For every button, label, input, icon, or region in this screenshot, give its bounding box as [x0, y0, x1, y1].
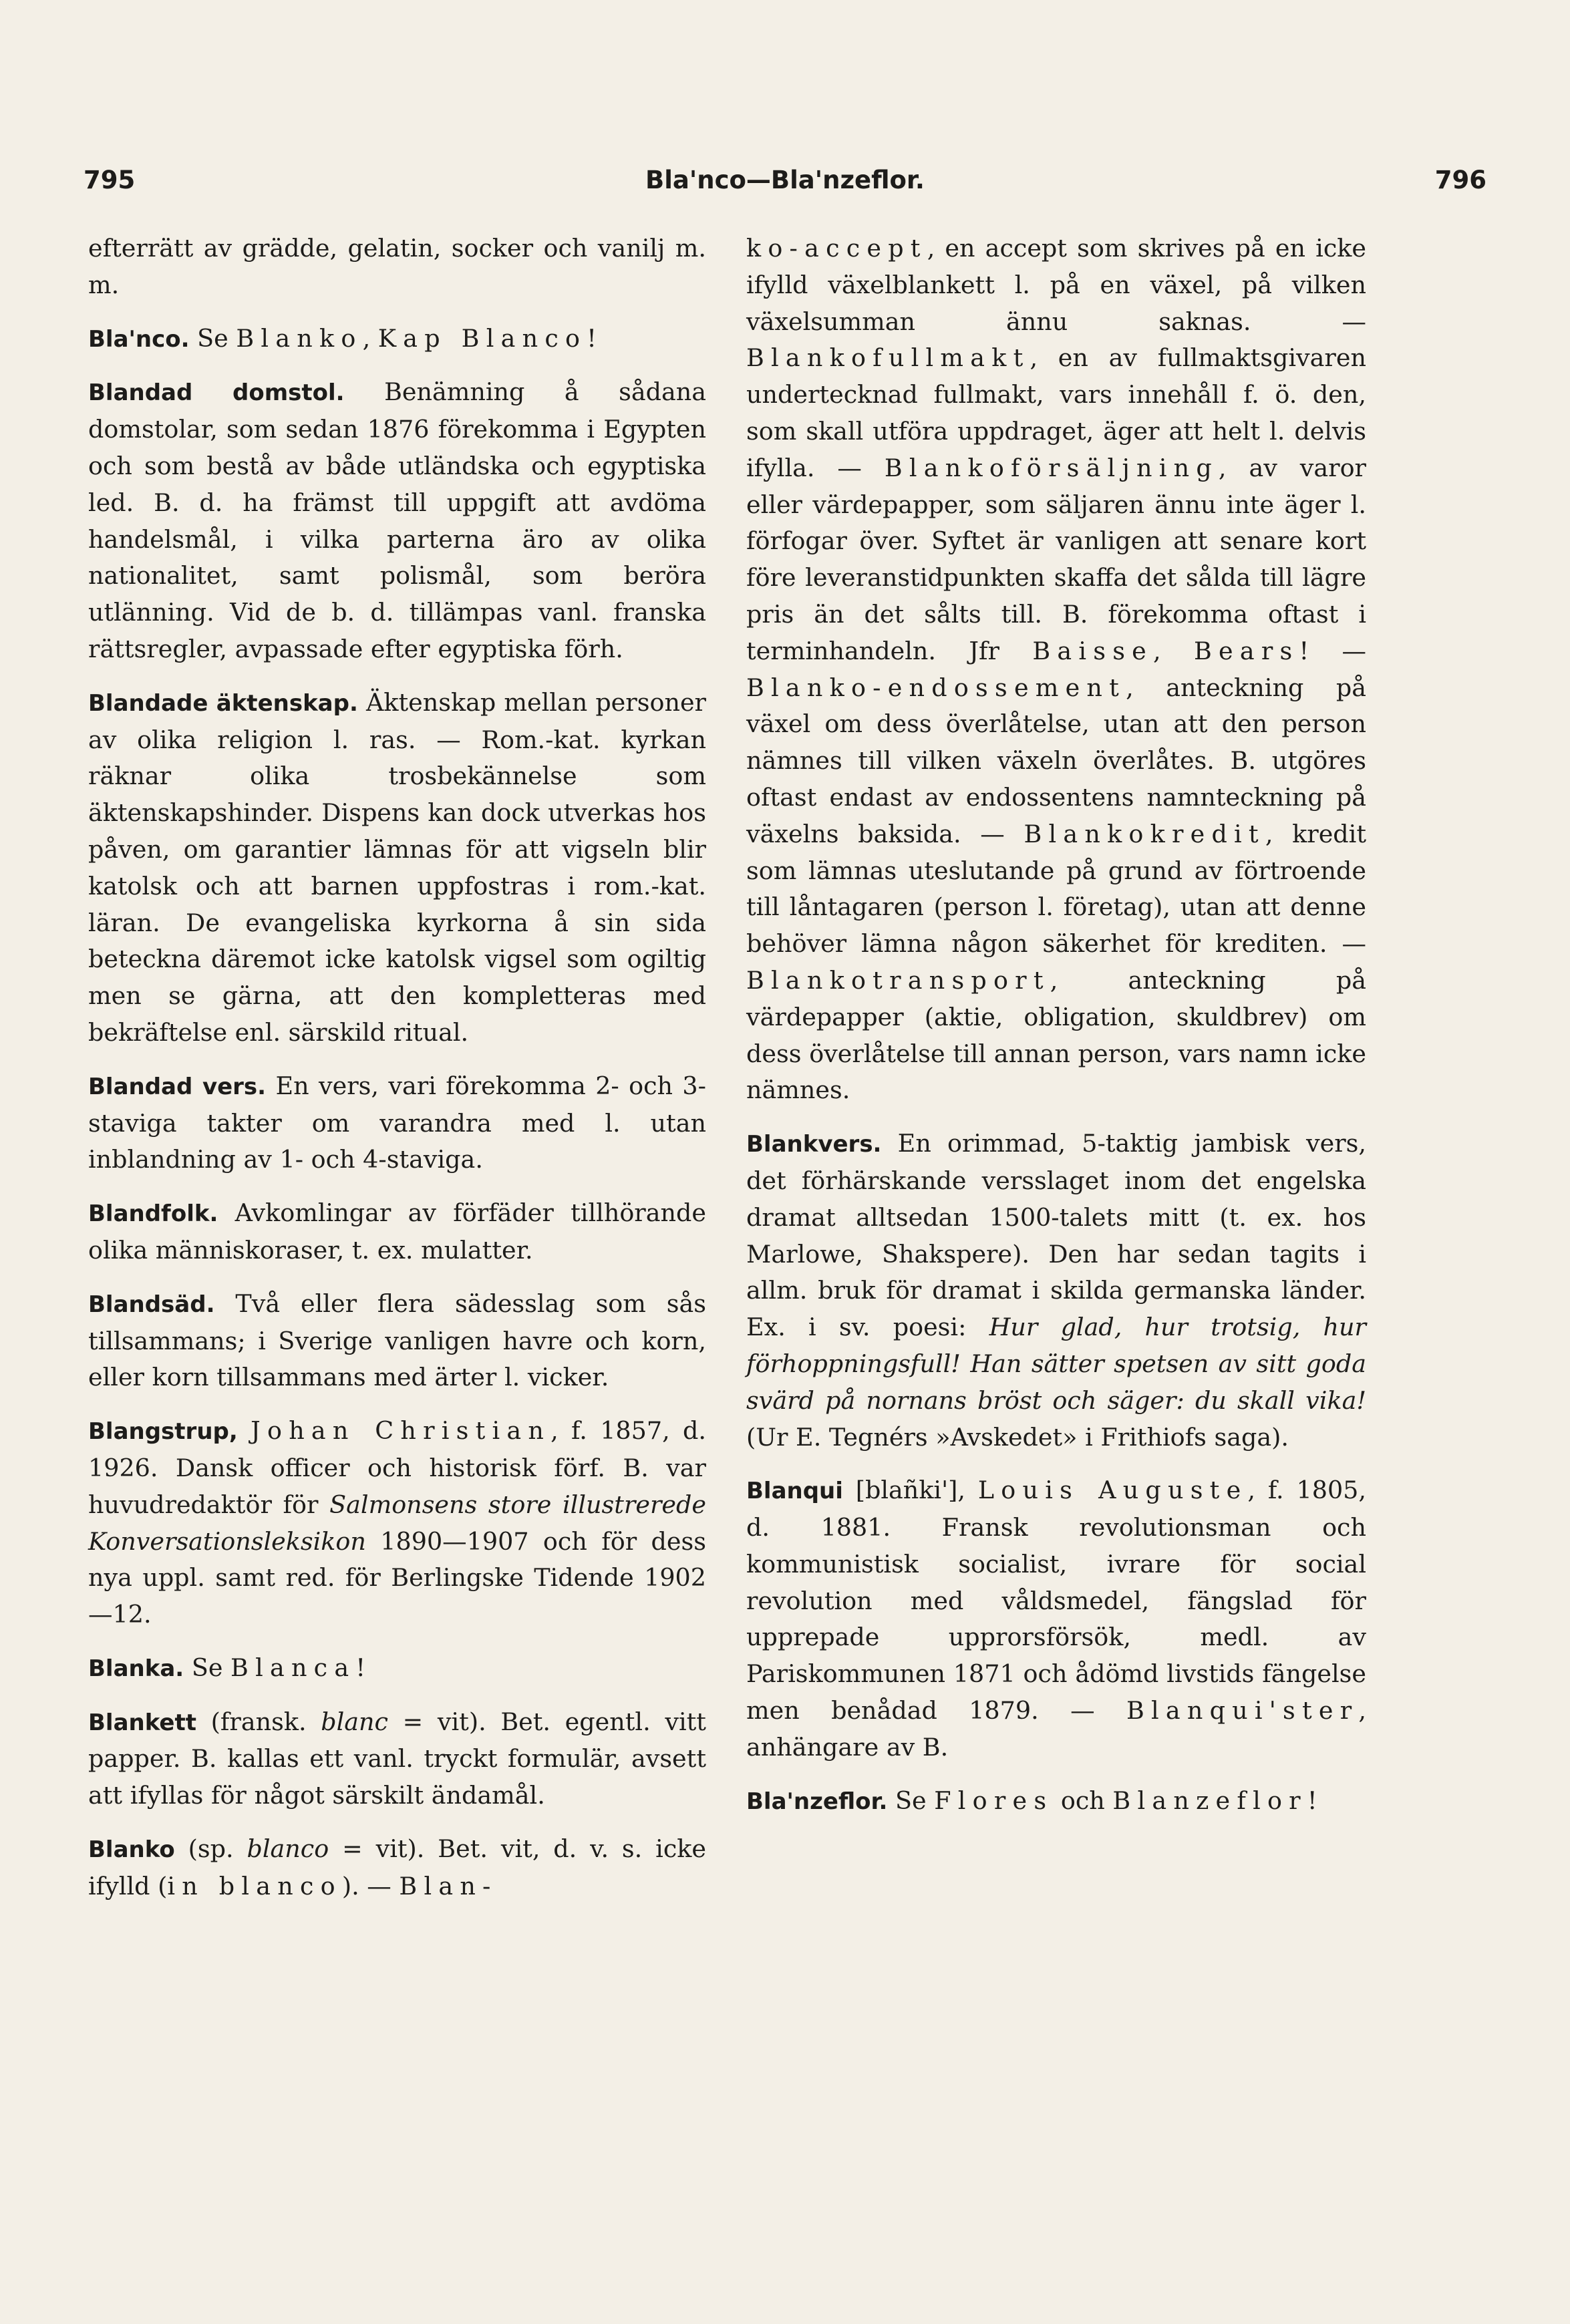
- dictionary-entry: [88, 1068, 706, 1178]
- entry-body: Se Blanko, Kap Blanco!: [197, 323, 597, 353]
- entry-body: efterrätt av grädde, gelatin, socker och vanilj m. m.: [88, 234, 706, 299]
- entry-body: Avkomlingar av förfäder tillhörande olika människoraser, t. ex. mulatter.: [88, 1198, 706, 1265]
- dictionary-entry: [88, 1704, 706, 1814]
- entry-body: Se Blanca!: [191, 1653, 365, 1682]
- entry-body: ko-accept, en accept som skrives på en icke ifylld växelblankett l. på en växel, på vilken växelsumman ännu saknas. — Blankofullmakt, en av fullmaktsgivaren undertecknad fullmakt, vars innehåll f. ö. den, som skall utföra uppdraget, äger att helt l. delvis ifylla. — Blankoförsäljning, av varor eller värdepapper, som säljaren ännu inte äger l. förfogar över. Syftet är vanligen att senare kort före leveranstidpunkten skaffa det sålda till lägre pris än det sålts till. B. förekomma oftast i terminhandeln. Jfr Baisse, Bears! — Blanko-endossement, anteckning på växel om dess överlåtelse, utan att den person nämnes till vilken växeln överlåtes. B. utgöres oftast endast av endossentens namnteckning på växelns baksida. — Blankokredit, kredit som lämnas uteslutande på grund av förtroende till låntagaren (person l. företag), utan att denne behöver lämna någon säkerhet för krediten. — Blankotransport, anteckning på värdepapper (aktie, obligation, skuldbrev) om dess överlåtelse till annan person, vars namn icke nämnes.: [746, 234, 1366, 1105]
- entry-headword: Bla'nco.: [88, 325, 190, 353]
- dictionary-entry: [88, 1195, 706, 1269]
- page-number-right: 796: [1434, 166, 1486, 194]
- dictionary-entry: [88, 1831, 706, 1905]
- dictionary-entry: [746, 230, 1366, 1109]
- dictionary-entry: [88, 321, 706, 358]
- entry-body: Johan Christian, f. 1857, d. 1926. Dansk officer och historisk förf. B. var huvudredaktör för Salmonsens store illustrerede Konversationsleksikon 1890—1907 och för dess nya uppl. samt red. för Berlingske Tidende 1902—12.: [88, 1416, 706, 1629]
- dictionary-entry: [88, 374, 706, 667]
- entry-headword: Blangstrup,: [88, 1418, 238, 1446]
- entry-headword: Blankvers.: [746, 1131, 882, 1158]
- dictionary-entry: [88, 1286, 706, 1396]
- entry-body: [blañki'], Louis Auguste, f. 1805, d. 1881. Fransk revolutionsman och kommunistisk socialist, ivrare för social revolution med våldsmedel, fängslad för upprepade upprorsförsök, medl. av Pariskommunen 1871 och ådömd livstids fängelse men benådad 1879. — Blanqui'ster, anhängare av B.: [746, 1476, 1366, 1762]
- page-number-left: 795: [84, 166, 136, 194]
- entry-body: (sp. blanco = vit). Bet. vit, d. v. s. icke ifylld (in blanco). — Blan-: [88, 1834, 706, 1900]
- entry-headword: Blandad domstol.: [88, 379, 345, 407]
- dictionary-entry: [746, 1126, 1366, 1456]
- right-column: [746, 230, 1366, 1836]
- entry-body: Se Flores och Blanzeflor!: [895, 1786, 1317, 1815]
- running-title: Bla'nco—Bla'nzeflor.: [645, 166, 925, 194]
- dictionary-entry: [746, 1472, 1366, 1766]
- dictionary-entry: [88, 230, 706, 304]
- page-header: [84, 166, 1486, 212]
- entry-headword: Blanqui: [746, 1478, 843, 1505]
- entry-body: Två eller flera sädesslag som sås tillsammans; i Sverige vanligen havre och korn, eller korn tillsammans med ärter l. vicker.: [88, 1289, 707, 1392]
- entry-body: En vers, vari förekomma 2- och 3-staviga takter om varandra med l. utan inblandning av 1- och 4-staviga.: [88, 1071, 706, 1174]
- left-column: [88, 230, 706, 1922]
- entry-body: (fransk. blanc = vit). Bet. egentl. vitt papper. B. kallas ett vanl. tryckt formulär, avsett att ifyllas för något särskilt ändamål.: [88, 1707, 706, 1810]
- entry-headword: Blandsäd.: [88, 1291, 215, 1318]
- entry-headword: Blandade äktenskap.: [88, 689, 358, 717]
- entry-headword: Blankett: [88, 1709, 196, 1736]
- entry-headword: Blanko: [88, 1836, 175, 1864]
- dictionary-entry: [746, 1783, 1366, 1820]
- entry-headword: Blanka.: [88, 1655, 184, 1682]
- entry-headword: Bla'nzeflor.: [746, 1788, 888, 1815]
- entry-body: Benämning å sådana domstolar, som sedan 1876 förekomma i Egypten och som bestå av både utländska och egyptiska led. B. d. ha främst till uppgift att avdöma handelsmål, i vilka parterna äro av olika nationalitet, samt polismål, som beröra utlänning. Vid de b. d. tillämpas vanl. franska rättsregler, avpassade efter egyptiska förh.: [88, 377, 706, 663]
- entry-body: En orimmad, 5-taktig jambisk vers, det förhärskande versslaget inom det engelska dramat alltsedan 1500-talets mitt (t. ex. hos Marlowe, Shakspere). Den har sedan tagits i allm. bruk för dramat i skilda germanska länder. Ex. i sv. poesi: Hur glad, hur trotsig, hur förhoppningsfull! Han sätter spetsen av sitt goda svärd på nornans bröst och säger: du skall vika! (Ur E. Tegnérs »Avskedet» i Frithiofs saga).: [746, 1129, 1366, 1452]
- entry-body: Äktenskap mellan personer av olika religion l. ras. — Rom.-kat. kyrkan räknar olika trosbekännelse som äktenskapshinder. Dispens kan dock utverkas hos påven, om garantier lämnas för att vigseln blir katolsk och att barnen uppfostras i rom.-kat. läran. De evangeliska kyrkorna å sin sida beteckna däremot icke katolsk vigsel som ogiltig men se gärna, att den kompletteras med bekräftelse enl. särskild ritual.: [88, 687, 706, 1047]
- dictionary-entry: [88, 685, 706, 1051]
- dictionary-entry: [88, 1650, 706, 1687]
- entry-headword: Blandfolk.: [88, 1200, 218, 1228]
- entry-headword: Blandad vers.: [88, 1073, 267, 1100]
- dictionary-entry: [88, 1413, 706, 1633]
